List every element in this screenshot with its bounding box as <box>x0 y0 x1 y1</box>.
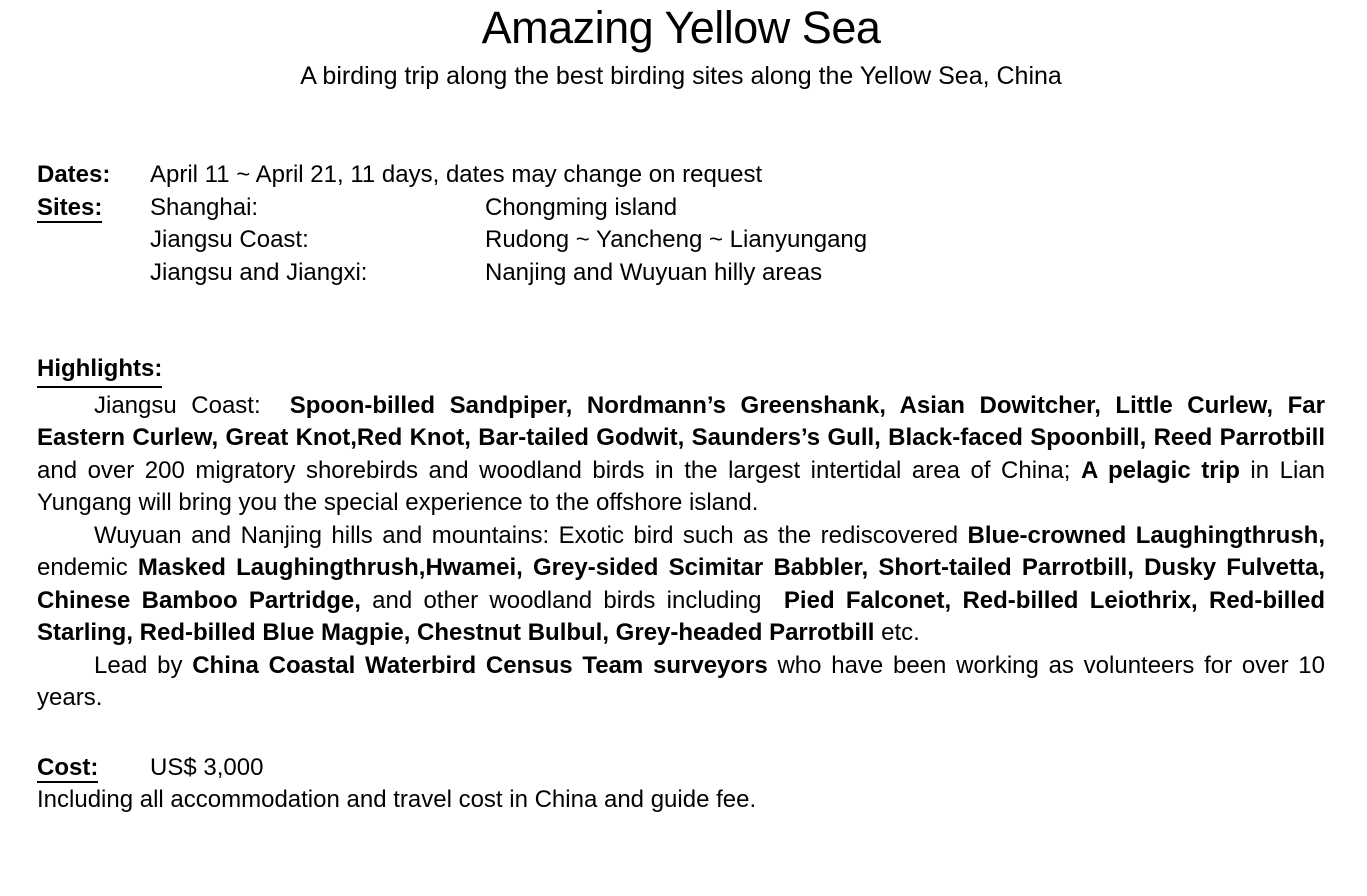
cost-note: Including all accommodation and travel cost in China and guide fee. <box>37 786 757 813</box>
paragraph-text: Jiangsu Coast: <box>94 391 290 419</box>
sites-label-cell <box>37 192 150 225</box>
cost-row <box>37 752 1325 785</box>
paragraph-text: who have been working as volunteers for over 10 years. <box>37 651 1325 711</box>
highlights-section <box>37 353 1325 715</box>
highlight-bold-text: Masked Laughingthrush,Hwamei, Grey-sided Scimitar Babbler, Short-tailed Parrotbill, Dusky Fulvetta, Chinese Bamboo Partridge, <box>37 554 1325 614</box>
paragraph-text: Wuyuan and Nanjing hills and mountains: Exotic bird such as the rediscovered <box>94 521 968 549</box>
document-page <box>0 2 1367 896</box>
highlight-bold-text: China Coastal Waterbird Census Team surveyors <box>192 651 768 679</box>
cost-section <box>37 752 1325 817</box>
site-region: Shanghai: <box>150 193 259 221</box>
highlights-paragraph-hills <box>37 520 1325 650</box>
paragraph-text: in Lian Yungang will bring you the special experience to the offshore island. <box>37 456 1326 516</box>
site-region: Jiangsu Coast: <box>150 226 309 253</box>
cost-label: Cost: <box>37 753 99 781</box>
highlights-heading: Highlights: <box>37 353 162 388</box>
sites-row-2 <box>37 224 1325 257</box>
paragraph-text: and other woodland birds including <box>360 586 784 614</box>
page-subtitle: A birding trip along the best birding sites along the Yellow Sea, China <box>300 62 1062 90</box>
paragraph-text: Lead by <box>94 651 193 679</box>
paragraph-text: etc. <box>874 619 920 646</box>
highlight-bold-text: Blue-crowned Laughingthrush, <box>967 521 1325 549</box>
sites-row-1 <box>37 192 1325 225</box>
dates-label: Dates: <box>37 161 111 188</box>
cost-label-cell <box>37 752 150 785</box>
paragraph-text: endemic <box>37 554 138 581</box>
highlight-bold-text: Spoon-billed Sandpiper, Nordmann’s Greenshank, Asian Dowitcher, Little Curlew, Far Eastern Curlew, Great Knot,Red Knot, Bar-tailed Godwit, Saunders’s Gull, Black-faced Spoonbill, Reed Parrotbill <box>37 391 1325 451</box>
highlight-bold-text: A pelagic trip <box>1080 456 1240 484</box>
highlight-bold-text: Pied Falconet, Red-billed Leiothrix, Red-billed Starling, Red-billed Blue Magpie, Chestnut Bulbul, Grey-headed Parrotbill <box>37 586 1325 646</box>
highlights-paragraph-coast <box>37 390 1325 520</box>
highlights-paragraph-guides <box>37 650 1325 715</box>
sites-label: Sites: <box>37 193 103 221</box>
paragraph-text: and over 200 migratory shorebirds and woodland birds in the largest intertidal area of China; <box>37 456 1081 484</box>
dates-label-cell <box>37 159 150 192</box>
dates-value: April 11 ~ April 21, 11 days, dates may change on request <box>150 161 763 188</box>
trip-document <box>0 2 1367 817</box>
sites-row-3 <box>37 257 1325 290</box>
page-title: Amazing Yellow Sea <box>481 2 881 53</box>
site-region: Jiangsu and Jiangxi: <box>150 258 368 286</box>
trip-info-section <box>37 159 1325 289</box>
site-places: Rudong ~ Yancheng ~ Lianyungang <box>485 226 868 253</box>
cost-value: US$ 3,000 <box>150 753 264 781</box>
site-places: Nanjing and Wuyuan hilly areas <box>485 258 823 286</box>
dates-row <box>37 159 1325 192</box>
site-places: Chongming island <box>485 193 678 221</box>
